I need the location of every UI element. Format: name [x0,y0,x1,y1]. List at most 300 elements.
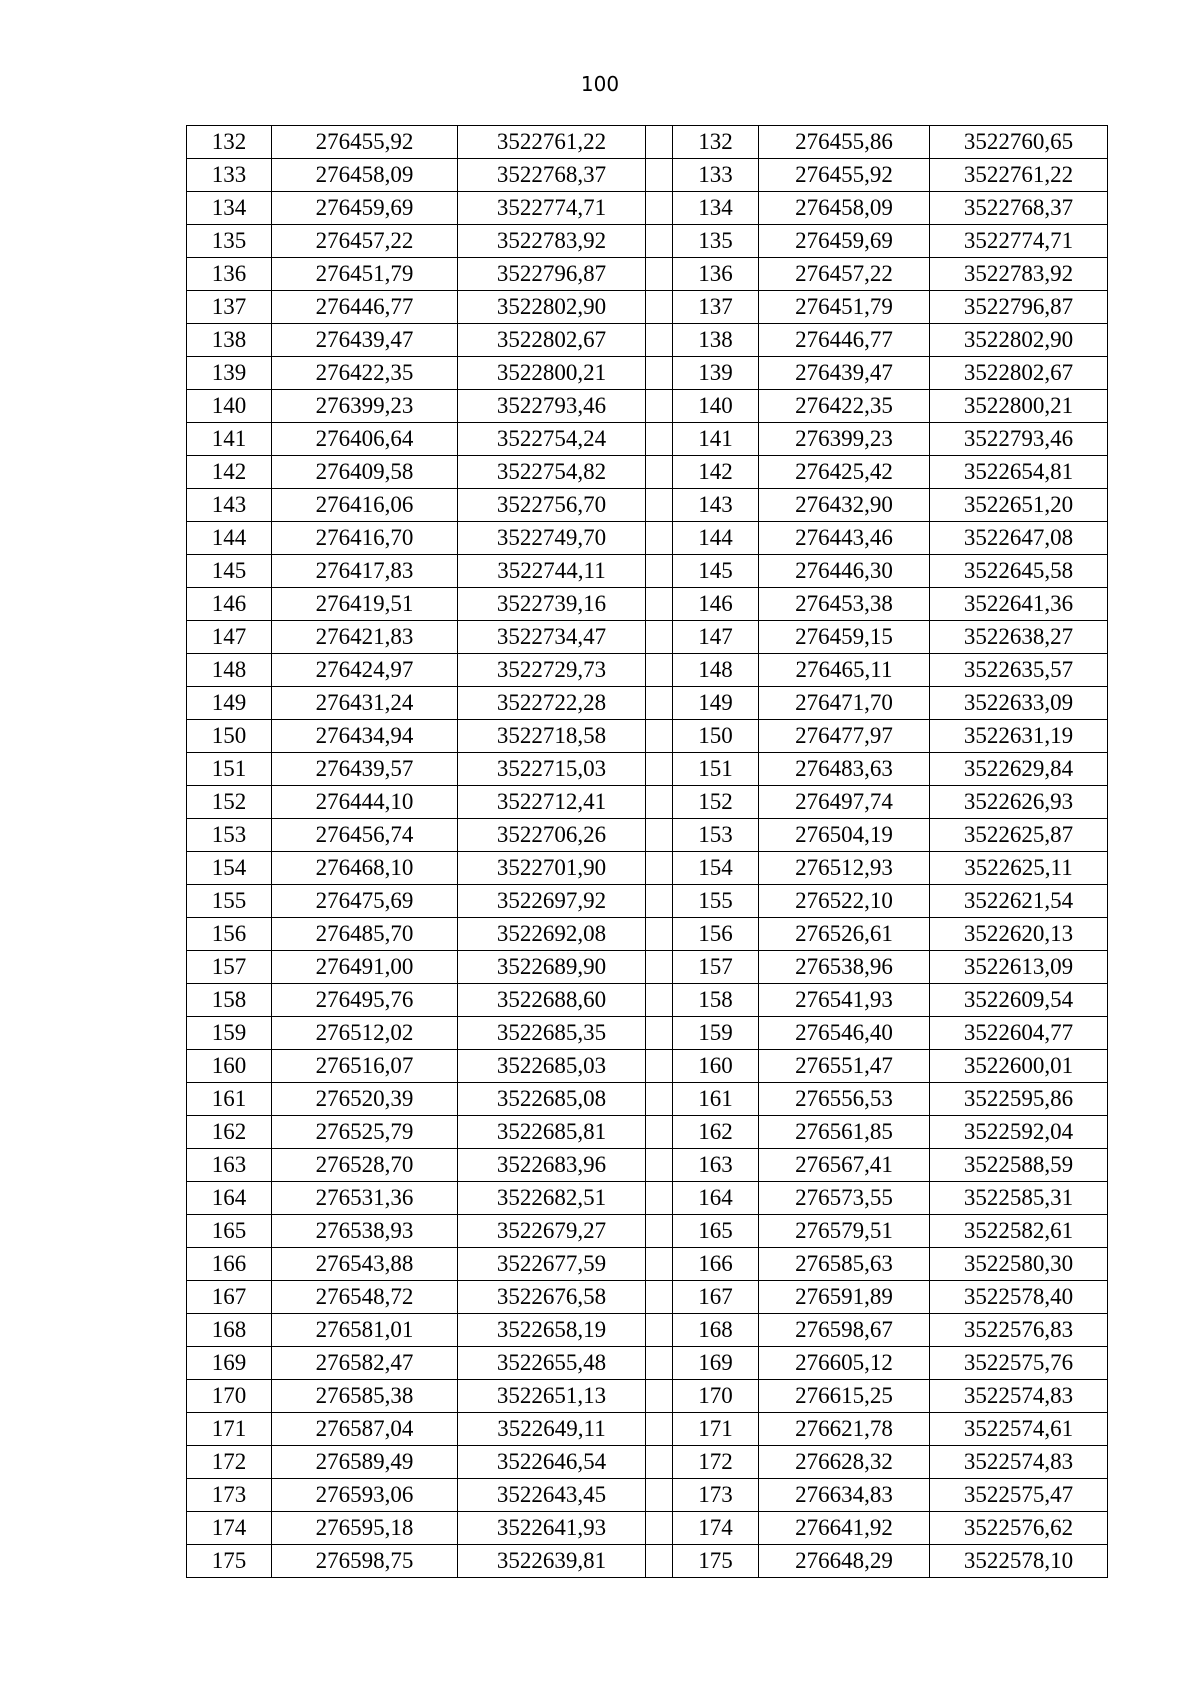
right-point-number-cell: 145 [673,555,759,588]
right-x-coordinate-cell: 276458,09 [759,192,930,225]
right-y-coordinate-cell: 3522625,11 [930,852,1108,885]
left-x-coordinate-cell: 276548,72 [272,1281,458,1314]
right-y-coordinate-cell: 3522609,54 [930,984,1108,1017]
right-y-coordinate-cell: 3522647,08 [930,522,1108,555]
left-y-coordinate-cell: 3522749,70 [458,522,646,555]
left-x-coordinate-cell: 276424,97 [272,654,458,687]
right-y-coordinate-cell: 3522580,30 [930,1248,1108,1281]
left-y-coordinate-cell: 3522734,47 [458,621,646,654]
left-point-number-cell: 147 [187,621,272,654]
right-x-coordinate-cell: 276483,63 [759,753,930,786]
right-x-coordinate-cell: 276457,22 [759,258,930,291]
right-y-coordinate-cell: 3522588,59 [930,1149,1108,1182]
separator-cell [646,1413,673,1446]
left-x-coordinate-cell: 276416,70 [272,522,458,555]
right-x-coordinate-cell: 276465,11 [759,654,930,687]
left-point-number-cell: 133 [187,159,272,192]
right-point-number-cell: 141 [673,423,759,456]
left-point-number-cell: 163 [187,1149,272,1182]
right-point-number-cell: 132 [673,126,759,159]
left-point-number-cell: 137 [187,291,272,324]
right-x-coordinate-cell: 276579,51 [759,1215,930,1248]
right-point-number-cell: 143 [673,489,759,522]
right-point-number-cell: 161 [673,1083,759,1116]
table-body [187,126,1108,1578]
left-y-coordinate-cell: 3522701,90 [458,852,646,885]
right-x-coordinate-cell: 276628,32 [759,1446,930,1479]
left-x-coordinate-cell: 276516,07 [272,1050,458,1083]
left-x-coordinate-cell: 276475,69 [272,885,458,918]
left-y-coordinate-cell: 3522682,51 [458,1182,646,1215]
separator-cell [646,918,673,951]
left-x-coordinate-cell: 276525,79 [272,1116,458,1149]
left-x-coordinate-cell: 276444,10 [272,786,458,819]
left-y-coordinate-cell: 3522744,11 [458,555,646,588]
left-point-number-cell: 152 [187,786,272,819]
left-point-number-cell: 138 [187,324,272,357]
left-x-coordinate-cell: 276439,47 [272,324,458,357]
table-row [187,126,1108,159]
left-point-number-cell: 171 [187,1413,272,1446]
table-row [187,1413,1108,1446]
separator-cell [646,1149,673,1182]
right-x-coordinate-cell: 276399,23 [759,423,930,456]
separator-cell [646,522,673,555]
right-point-number-cell: 135 [673,225,759,258]
left-point-number-cell: 134 [187,192,272,225]
right-x-coordinate-cell: 276641,92 [759,1512,930,1545]
right-y-coordinate-cell: 3522800,21 [930,390,1108,423]
left-y-coordinate-cell: 3522649,11 [458,1413,646,1446]
separator-cell [646,1281,673,1314]
right-x-coordinate-cell: 276446,77 [759,324,930,357]
left-point-number-cell: 168 [187,1314,272,1347]
table-row [187,225,1108,258]
left-point-number-cell: 148 [187,654,272,687]
left-point-number-cell: 166 [187,1248,272,1281]
table-row [187,390,1108,423]
table-row [187,1281,1108,1314]
right-y-coordinate-cell: 3522613,09 [930,951,1108,984]
right-point-number-cell: 162 [673,1116,759,1149]
left-y-coordinate-cell: 3522676,58 [458,1281,646,1314]
right-y-coordinate-cell: 3522575,47 [930,1479,1108,1512]
separator-cell [646,852,673,885]
right-point-number-cell: 158 [673,984,759,1017]
left-y-coordinate-cell: 3522802,90 [458,291,646,324]
table-row [187,1380,1108,1413]
right-y-coordinate-cell: 3522585,31 [930,1182,1108,1215]
table-row [187,951,1108,984]
separator-cell [646,654,673,687]
table-row [187,555,1108,588]
left-x-coordinate-cell: 276585,38 [272,1380,458,1413]
separator-cell [646,1545,673,1578]
right-y-coordinate-cell: 3522635,57 [930,654,1108,687]
separator-cell [646,1116,673,1149]
separator-cell [646,786,673,819]
right-point-number-cell: 142 [673,456,759,489]
separator-cell [646,1380,673,1413]
right-y-coordinate-cell: 3522760,65 [930,126,1108,159]
right-x-coordinate-cell: 276432,90 [759,489,930,522]
right-y-coordinate-cell: 3522600,01 [930,1050,1108,1083]
right-x-coordinate-cell: 276459,69 [759,225,930,258]
right-x-coordinate-cell: 276551,47 [759,1050,930,1083]
left-x-coordinate-cell: 276446,77 [272,291,458,324]
table-row [187,1050,1108,1083]
left-y-coordinate-cell: 3522683,96 [458,1149,646,1182]
right-point-number-cell: 144 [673,522,759,555]
left-x-coordinate-cell: 276589,49 [272,1446,458,1479]
right-x-coordinate-cell: 276439,47 [759,357,930,390]
right-y-coordinate-cell: 3522626,93 [930,786,1108,819]
left-x-coordinate-cell: 276581,01 [272,1314,458,1347]
right-x-coordinate-cell: 276455,92 [759,159,930,192]
left-x-coordinate-cell: 276451,79 [272,258,458,291]
right-point-number-cell: 139 [673,357,759,390]
separator-cell [646,1248,673,1281]
right-point-number-cell: 137 [673,291,759,324]
left-x-coordinate-cell: 276422,35 [272,357,458,390]
table-row [187,456,1108,489]
right-point-number-cell: 138 [673,324,759,357]
right-point-number-cell: 169 [673,1347,759,1380]
right-y-coordinate-cell: 3522578,10 [930,1545,1108,1578]
right-point-number-cell: 148 [673,654,759,687]
right-x-coordinate-cell: 276621,78 [759,1413,930,1446]
table-row [187,1479,1108,1512]
table-row [187,918,1108,951]
left-x-coordinate-cell: 276419,51 [272,588,458,621]
left-point-number-cell: 141 [187,423,272,456]
separator-cell [646,1083,673,1116]
right-y-coordinate-cell: 3522654,81 [930,456,1108,489]
separator-cell [646,555,673,588]
left-point-number-cell: 175 [187,1545,272,1578]
right-x-coordinate-cell: 276561,85 [759,1116,930,1149]
table-row [187,852,1108,885]
left-point-number-cell: 155 [187,885,272,918]
left-point-number-cell: 136 [187,258,272,291]
left-x-coordinate-cell: 276491,00 [272,951,458,984]
left-point-number-cell: 160 [187,1050,272,1083]
right-point-number-cell: 134 [673,192,759,225]
right-x-coordinate-cell: 276446,30 [759,555,930,588]
left-x-coordinate-cell: 276459,69 [272,192,458,225]
right-x-coordinate-cell: 276556,53 [759,1083,930,1116]
separator-cell [646,324,673,357]
left-y-coordinate-cell: 3522793,46 [458,390,646,423]
separator-cell [646,984,673,1017]
left-x-coordinate-cell: 276528,70 [272,1149,458,1182]
left-y-coordinate-cell: 3522689,90 [458,951,646,984]
left-y-coordinate-cell: 3522685,03 [458,1050,646,1083]
right-y-coordinate-cell: 3522802,67 [930,357,1108,390]
table-row [187,819,1108,852]
left-x-coordinate-cell: 276520,39 [272,1083,458,1116]
left-point-number-cell: 150 [187,720,272,753]
left-y-coordinate-cell: 3522679,27 [458,1215,646,1248]
left-y-coordinate-cell: 3522641,93 [458,1512,646,1545]
left-point-number-cell: 145 [187,555,272,588]
right-y-coordinate-cell: 3522582,61 [930,1215,1108,1248]
right-x-coordinate-cell: 276634,83 [759,1479,930,1512]
right-point-number-cell: 165 [673,1215,759,1248]
left-point-number-cell: 142 [187,456,272,489]
separator-cell [646,291,673,324]
table-row [187,324,1108,357]
table-row [187,192,1108,225]
right-x-coordinate-cell: 276648,29 [759,1545,930,1578]
right-y-coordinate-cell: 3522796,87 [930,291,1108,324]
left-point-number-cell: 144 [187,522,272,555]
right-x-coordinate-cell: 276591,89 [759,1281,930,1314]
left-y-coordinate-cell: 3522712,41 [458,786,646,819]
left-y-coordinate-cell: 3522729,73 [458,654,646,687]
table-row [187,1248,1108,1281]
left-y-coordinate-cell: 3522685,35 [458,1017,646,1050]
table-row [187,1182,1108,1215]
separator-cell [646,1512,673,1545]
table-row [187,357,1108,390]
right-point-number-cell: 152 [673,786,759,819]
left-x-coordinate-cell: 276431,24 [272,687,458,720]
right-point-number-cell: 140 [673,390,759,423]
left-x-coordinate-cell: 276457,22 [272,225,458,258]
left-point-number-cell: 153 [187,819,272,852]
right-point-number-cell: 160 [673,1050,759,1083]
right-point-number-cell: 166 [673,1248,759,1281]
left-point-number-cell: 159 [187,1017,272,1050]
table-row [187,885,1108,918]
separator-cell [646,489,673,522]
left-y-coordinate-cell: 3522754,82 [458,456,646,489]
table-row [187,1017,1108,1050]
table-row [187,423,1108,456]
left-y-coordinate-cell: 3522783,92 [458,225,646,258]
coordinates-table [186,125,1108,1578]
left-y-coordinate-cell: 3522706,26 [458,819,646,852]
left-y-coordinate-cell: 3522768,37 [458,159,646,192]
table-row [187,1545,1108,1578]
separator-cell [646,1347,673,1380]
right-x-coordinate-cell: 276425,42 [759,456,930,489]
left-point-number-cell: 167 [187,1281,272,1314]
separator-cell [646,951,673,984]
separator-cell [646,1446,673,1479]
left-y-coordinate-cell: 3522651,13 [458,1380,646,1413]
right-y-coordinate-cell: 3522641,36 [930,588,1108,621]
right-point-number-cell: 170 [673,1380,759,1413]
left-y-coordinate-cell: 3522754,24 [458,423,646,456]
right-y-coordinate-cell: 3522761,22 [930,159,1108,192]
left-point-number-cell: 143 [187,489,272,522]
separator-cell [646,192,673,225]
left-x-coordinate-cell: 276531,36 [272,1182,458,1215]
table-row [187,588,1108,621]
left-x-coordinate-cell: 276593,06 [272,1479,458,1512]
right-y-coordinate-cell: 3522631,19 [930,720,1108,753]
right-point-number-cell: 154 [673,852,759,885]
right-y-coordinate-cell: 3522620,13 [930,918,1108,951]
separator-cell [646,687,673,720]
left-y-coordinate-cell: 3522643,45 [458,1479,646,1512]
right-point-number-cell: 159 [673,1017,759,1050]
page-number: 100 [580,72,620,96]
right-x-coordinate-cell: 276567,41 [759,1149,930,1182]
left-point-number-cell: 151 [187,753,272,786]
left-x-coordinate-cell: 276409,58 [272,456,458,489]
table-row [187,621,1108,654]
separator-cell [646,225,673,258]
left-x-coordinate-cell: 276495,76 [272,984,458,1017]
right-y-coordinate-cell: 3522574,83 [930,1446,1108,1479]
left-point-number-cell: 161 [187,1083,272,1116]
left-point-number-cell: 170 [187,1380,272,1413]
left-point-number-cell: 146 [187,588,272,621]
right-point-number-cell: 163 [673,1149,759,1182]
right-y-coordinate-cell: 3522578,40 [930,1281,1108,1314]
left-y-coordinate-cell: 3522718,58 [458,720,646,753]
separator-cell [646,423,673,456]
right-x-coordinate-cell: 276459,15 [759,621,930,654]
separator-cell [646,390,673,423]
right-x-coordinate-cell: 276451,79 [759,291,930,324]
left-y-coordinate-cell: 3522655,48 [458,1347,646,1380]
table-row [187,159,1108,192]
left-y-coordinate-cell: 3522692,08 [458,918,646,951]
right-point-number-cell: 171 [673,1413,759,1446]
right-point-number-cell: 168 [673,1314,759,1347]
right-x-coordinate-cell: 276522,10 [759,885,930,918]
separator-cell [646,885,673,918]
left-x-coordinate-cell: 276455,92 [272,126,458,159]
right-y-coordinate-cell: 3522774,71 [930,225,1108,258]
right-x-coordinate-cell: 276526,61 [759,918,930,951]
right-y-coordinate-cell: 3522595,86 [930,1083,1108,1116]
table-row [187,786,1108,819]
left-x-coordinate-cell: 276538,93 [272,1215,458,1248]
right-y-coordinate-cell: 3522793,46 [930,423,1108,456]
right-y-coordinate-cell: 3522574,83 [930,1380,1108,1413]
right-point-number-cell: 167 [673,1281,759,1314]
table-row [187,258,1108,291]
right-x-coordinate-cell: 276443,46 [759,522,930,555]
table-row [187,1512,1108,1545]
separator-cell [646,819,673,852]
right-x-coordinate-cell: 276455,86 [759,126,930,159]
left-point-number-cell: 164 [187,1182,272,1215]
right-point-number-cell: 157 [673,951,759,984]
left-y-coordinate-cell: 3522685,81 [458,1116,646,1149]
left-point-number-cell: 154 [187,852,272,885]
left-x-coordinate-cell: 276485,70 [272,918,458,951]
left-point-number-cell: 174 [187,1512,272,1545]
table-row [187,654,1108,687]
separator-cell [646,1314,673,1347]
left-y-coordinate-cell: 3522646,54 [458,1446,646,1479]
left-x-coordinate-cell: 276399,23 [272,390,458,423]
left-y-coordinate-cell: 3522688,60 [458,984,646,1017]
table-row [187,522,1108,555]
right-point-number-cell: 153 [673,819,759,852]
right-point-number-cell: 150 [673,720,759,753]
left-x-coordinate-cell: 276458,09 [272,159,458,192]
right-y-coordinate-cell: 3522651,20 [930,489,1108,522]
table-row [187,1116,1108,1149]
right-y-coordinate-cell: 3522633,09 [930,687,1108,720]
right-point-number-cell: 151 [673,753,759,786]
right-point-number-cell: 164 [673,1182,759,1215]
right-x-coordinate-cell: 276585,63 [759,1248,930,1281]
left-x-coordinate-cell: 276421,83 [272,621,458,654]
separator-cell [646,357,673,390]
left-point-number-cell: 158 [187,984,272,1017]
table-row [187,687,1108,720]
right-y-coordinate-cell: 3522629,84 [930,753,1108,786]
left-x-coordinate-cell: 276417,83 [272,555,458,588]
right-point-number-cell: 175 [673,1545,759,1578]
table-row [187,720,1108,753]
left-point-number-cell: 140 [187,390,272,423]
right-x-coordinate-cell: 276546,40 [759,1017,930,1050]
right-y-coordinate-cell: 3522645,58 [930,555,1108,588]
left-point-number-cell: 165 [187,1215,272,1248]
left-y-coordinate-cell: 3522774,71 [458,192,646,225]
separator-cell [646,1182,673,1215]
right-point-number-cell: 136 [673,258,759,291]
right-point-number-cell: 156 [673,918,759,951]
table-row [187,489,1108,522]
right-x-coordinate-cell: 276471,70 [759,687,930,720]
separator-cell [646,456,673,489]
right-point-number-cell: 172 [673,1446,759,1479]
separator-cell [646,753,673,786]
left-point-number-cell: 157 [187,951,272,984]
right-y-coordinate-cell: 3522625,87 [930,819,1108,852]
right-y-coordinate-cell: 3522783,92 [930,258,1108,291]
left-y-coordinate-cell: 3522715,03 [458,753,646,786]
right-point-number-cell: 174 [673,1512,759,1545]
left-x-coordinate-cell: 276512,02 [272,1017,458,1050]
table-row [187,1215,1108,1248]
table-row [187,1149,1108,1182]
right-y-coordinate-cell: 3522802,90 [930,324,1108,357]
right-y-coordinate-cell: 3522592,04 [930,1116,1108,1149]
table-row [187,753,1108,786]
left-x-coordinate-cell: 276416,06 [272,489,458,522]
left-y-coordinate-cell: 3522677,59 [458,1248,646,1281]
separator-cell [646,1479,673,1512]
separator-cell [646,1017,673,1050]
right-y-coordinate-cell: 3522576,83 [930,1314,1108,1347]
right-y-coordinate-cell: 3522638,27 [930,621,1108,654]
left-x-coordinate-cell: 276406,64 [272,423,458,456]
right-x-coordinate-cell: 276541,93 [759,984,930,1017]
right-y-coordinate-cell: 3522768,37 [930,192,1108,225]
separator-cell [646,1050,673,1083]
left-y-coordinate-cell: 3522722,28 [458,687,646,720]
left-x-coordinate-cell: 276582,47 [272,1347,458,1380]
right-y-coordinate-cell: 3522604,77 [930,1017,1108,1050]
left-point-number-cell: 172 [187,1446,272,1479]
separator-cell [646,621,673,654]
left-y-coordinate-cell: 3522639,81 [458,1545,646,1578]
left-y-coordinate-cell: 3522800,21 [458,357,646,390]
separator-cell [646,126,673,159]
right-x-coordinate-cell: 276598,67 [759,1314,930,1347]
